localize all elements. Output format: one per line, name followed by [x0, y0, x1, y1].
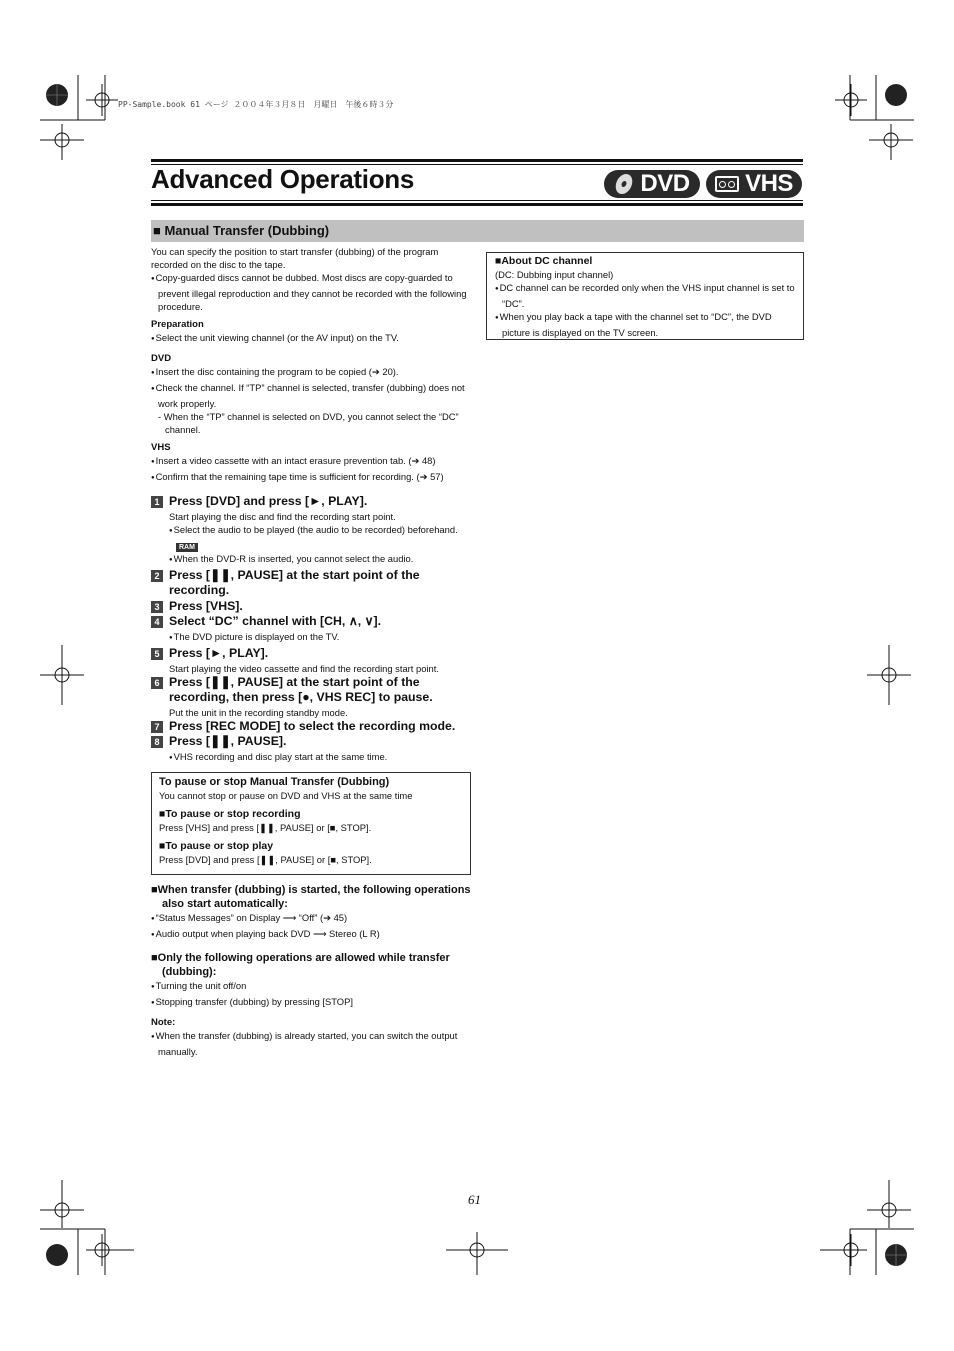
step-text: Press [❚❚, PAUSE].: [169, 734, 287, 749]
step-5: [151, 646, 471, 662]
vhs-heading: VHS: [151, 442, 171, 453]
vhs-item: ● Confirm that the remaining tape time is sufficient for recording. (➔ 57): [151, 470, 471, 486]
step-text: Press [❚❚, PAUSE] at the start point of the recording, then press [●, VHS REC] to pause.: [169, 674, 433, 705]
pause-play-heading: ■To pause or stop play: [159, 839, 274, 852]
auto-ops-heading: ■When transfer (dubbing) is started, the following operations also start automatically:: [151, 883, 471, 910]
allowed-ops-item: ● Turning the unit off/on: [151, 979, 471, 995]
step-4: [151, 614, 471, 630]
step-8: [151, 734, 471, 750]
page-title: Advanced Operations: [151, 164, 415, 194]
step-bullet: ● When the DVD-R is inserted, you cannot select the audio.: [151, 552, 471, 568]
step-text: Press [VHS].: [169, 598, 243, 613]
ram-badge: RAM: [176, 543, 198, 552]
step-bullet: ● VHS recording and disc play start at the same time.: [151, 750, 471, 766]
step-6: [151, 675, 471, 706]
dvd-heading: DVD: [151, 353, 172, 364]
step-number: 6: [151, 677, 163, 689]
pause-recording-text: Press [VHS] and press [❚❚, PAUSE] or [■, STOP].: [159, 821, 372, 833]
dvd-item: ● Check the channel. If “TP” channel is selected, transfer (dubbing) does not work properly.: [151, 381, 471, 410]
note-heading: Note:: [151, 1016, 176, 1028]
title-rule-bottom: [151, 200, 803, 206]
cassette-icon: [715, 176, 739, 192]
step-3: [151, 599, 471, 615]
dvd-badge-label: DVD: [640, 170, 690, 197]
step-bullet-text: Select the audio to be played (the audio to be recorded) beforehand.: [173, 523, 458, 535]
step-bullet: [151, 523, 471, 552]
disc-icon: [614, 174, 634, 194]
note-item: ● When the transfer (dubbing) is already started, you can switch the output manually.: [151, 1029, 471, 1058]
vhs-badge-label: VHS: [745, 170, 793, 197]
allowed-ops-item: ● Stopping transfer (dubbing) by pressing [STOP]: [151, 995, 471, 1011]
step-number: 1: [151, 496, 163, 508]
step-number: 8: [151, 736, 163, 748]
preparation-item: ● Select the unit viewing channel (or the AV input) on the TV.: [151, 331, 471, 347]
dc-box-title: ■About DC channel: [495, 255, 593, 267]
step-note: Start playing the video cassette and find the recording start point.: [169, 662, 439, 674]
dvd-item: ● Insert the disc containing the program to be copied (➔ 20).: [151, 365, 471, 381]
step-number: 2: [151, 570, 163, 582]
allowed-ops-heading: ■Only the following operations are allowed while transfer (dubbing):: [151, 951, 450, 978]
step-text: Press [►, PLAY].: [169, 645, 269, 660]
pause-stop-box: [151, 772, 471, 875]
dvd-sub-item: - When the “TP” channel is selected on DVD, you cannot select the “DC” channel.: [158, 411, 459, 435]
section-heading: ■ Manual Transfer (Dubbing): [151, 220, 804, 242]
step-text: Select “DC” channel with [CH, ∧, ∨].: [169, 614, 382, 629]
pause-box-line: You cannot stop or pause on DVD and VHS at the same time: [159, 789, 413, 801]
dc-box-subtitle: (DC: Dubbing input channel): [495, 269, 614, 280]
dvd-badge: [604, 170, 700, 198]
step-text: Press [REC MODE] to select the recording mode.: [169, 718, 456, 733]
step-text: Press [❚❚, PAUSE] at the start point of the recording.: [169, 567, 420, 598]
step-number: 4: [151, 616, 163, 628]
dc-box-item: ● When you play back a tape with the channel set to “DC”, the DVD picture is displayed on the TV screen.: [495, 310, 795, 339]
auto-ops-item: ● Audio output when playing back DVD ⟶ Stereo (L R): [151, 927, 471, 943]
step-text: Press [DVD] and press [►, PLAY].: [169, 494, 368, 508]
pause-recording-heading: ■To pause or stop recording: [159, 807, 301, 820]
step-note: Put the unit in the recording standby mode.: [169, 706, 348, 718]
step-1: [151, 494, 471, 510]
step-number: 7: [151, 721, 163, 733]
left-column: [151, 245, 471, 1058]
dc-channel-box: [486, 252, 804, 340]
page-number: 61: [468, 1192, 481, 1207]
step-number: 5: [151, 648, 163, 660]
step-bullet: ● The DVD picture is displayed on the TV.: [151, 630, 471, 646]
preparation-heading: Preparation: [151, 319, 204, 330]
intro-bullet: ● Copy-guarded discs cannot be dubbed. Most discs are copy-guarded to prevent illegal reproduction and they cannot be recorded with the following procedure.: [151, 271, 471, 313]
step-note: Start playing the disc and find the recording start point.: [169, 510, 396, 522]
vhs-badge: [706, 170, 802, 198]
dc-box-item: ● DC channel can be recorded only when the VHS input channel is set to “DC”.: [495, 281, 795, 310]
step-number: 3: [151, 601, 163, 613]
pause-box-title: To pause or stop Manual Transfer (Dubbing): [159, 775, 390, 788]
step-7: [151, 719, 471, 735]
vhs-item: ● Insert a video cassette with an intact erasure prevention tab. (➔ 48): [151, 454, 471, 470]
pause-play-text: Press [DVD] and press [❚❚, PAUSE] or [■, STOP].: [159, 853, 372, 865]
step-2: [151, 568, 471, 599]
intro-text: You can specify the position to start transfer (dubbing) of the program recorded on the disc to the tape.: [151, 246, 439, 270]
print-header: PP-Sample.book 61 ページ ２００４年３月８日 月曜日 午後６時３分: [118, 100, 394, 109]
auto-ops-item: ● “Status Messages” on Display ⟶ “Off” (➔ 45): [151, 911, 471, 927]
